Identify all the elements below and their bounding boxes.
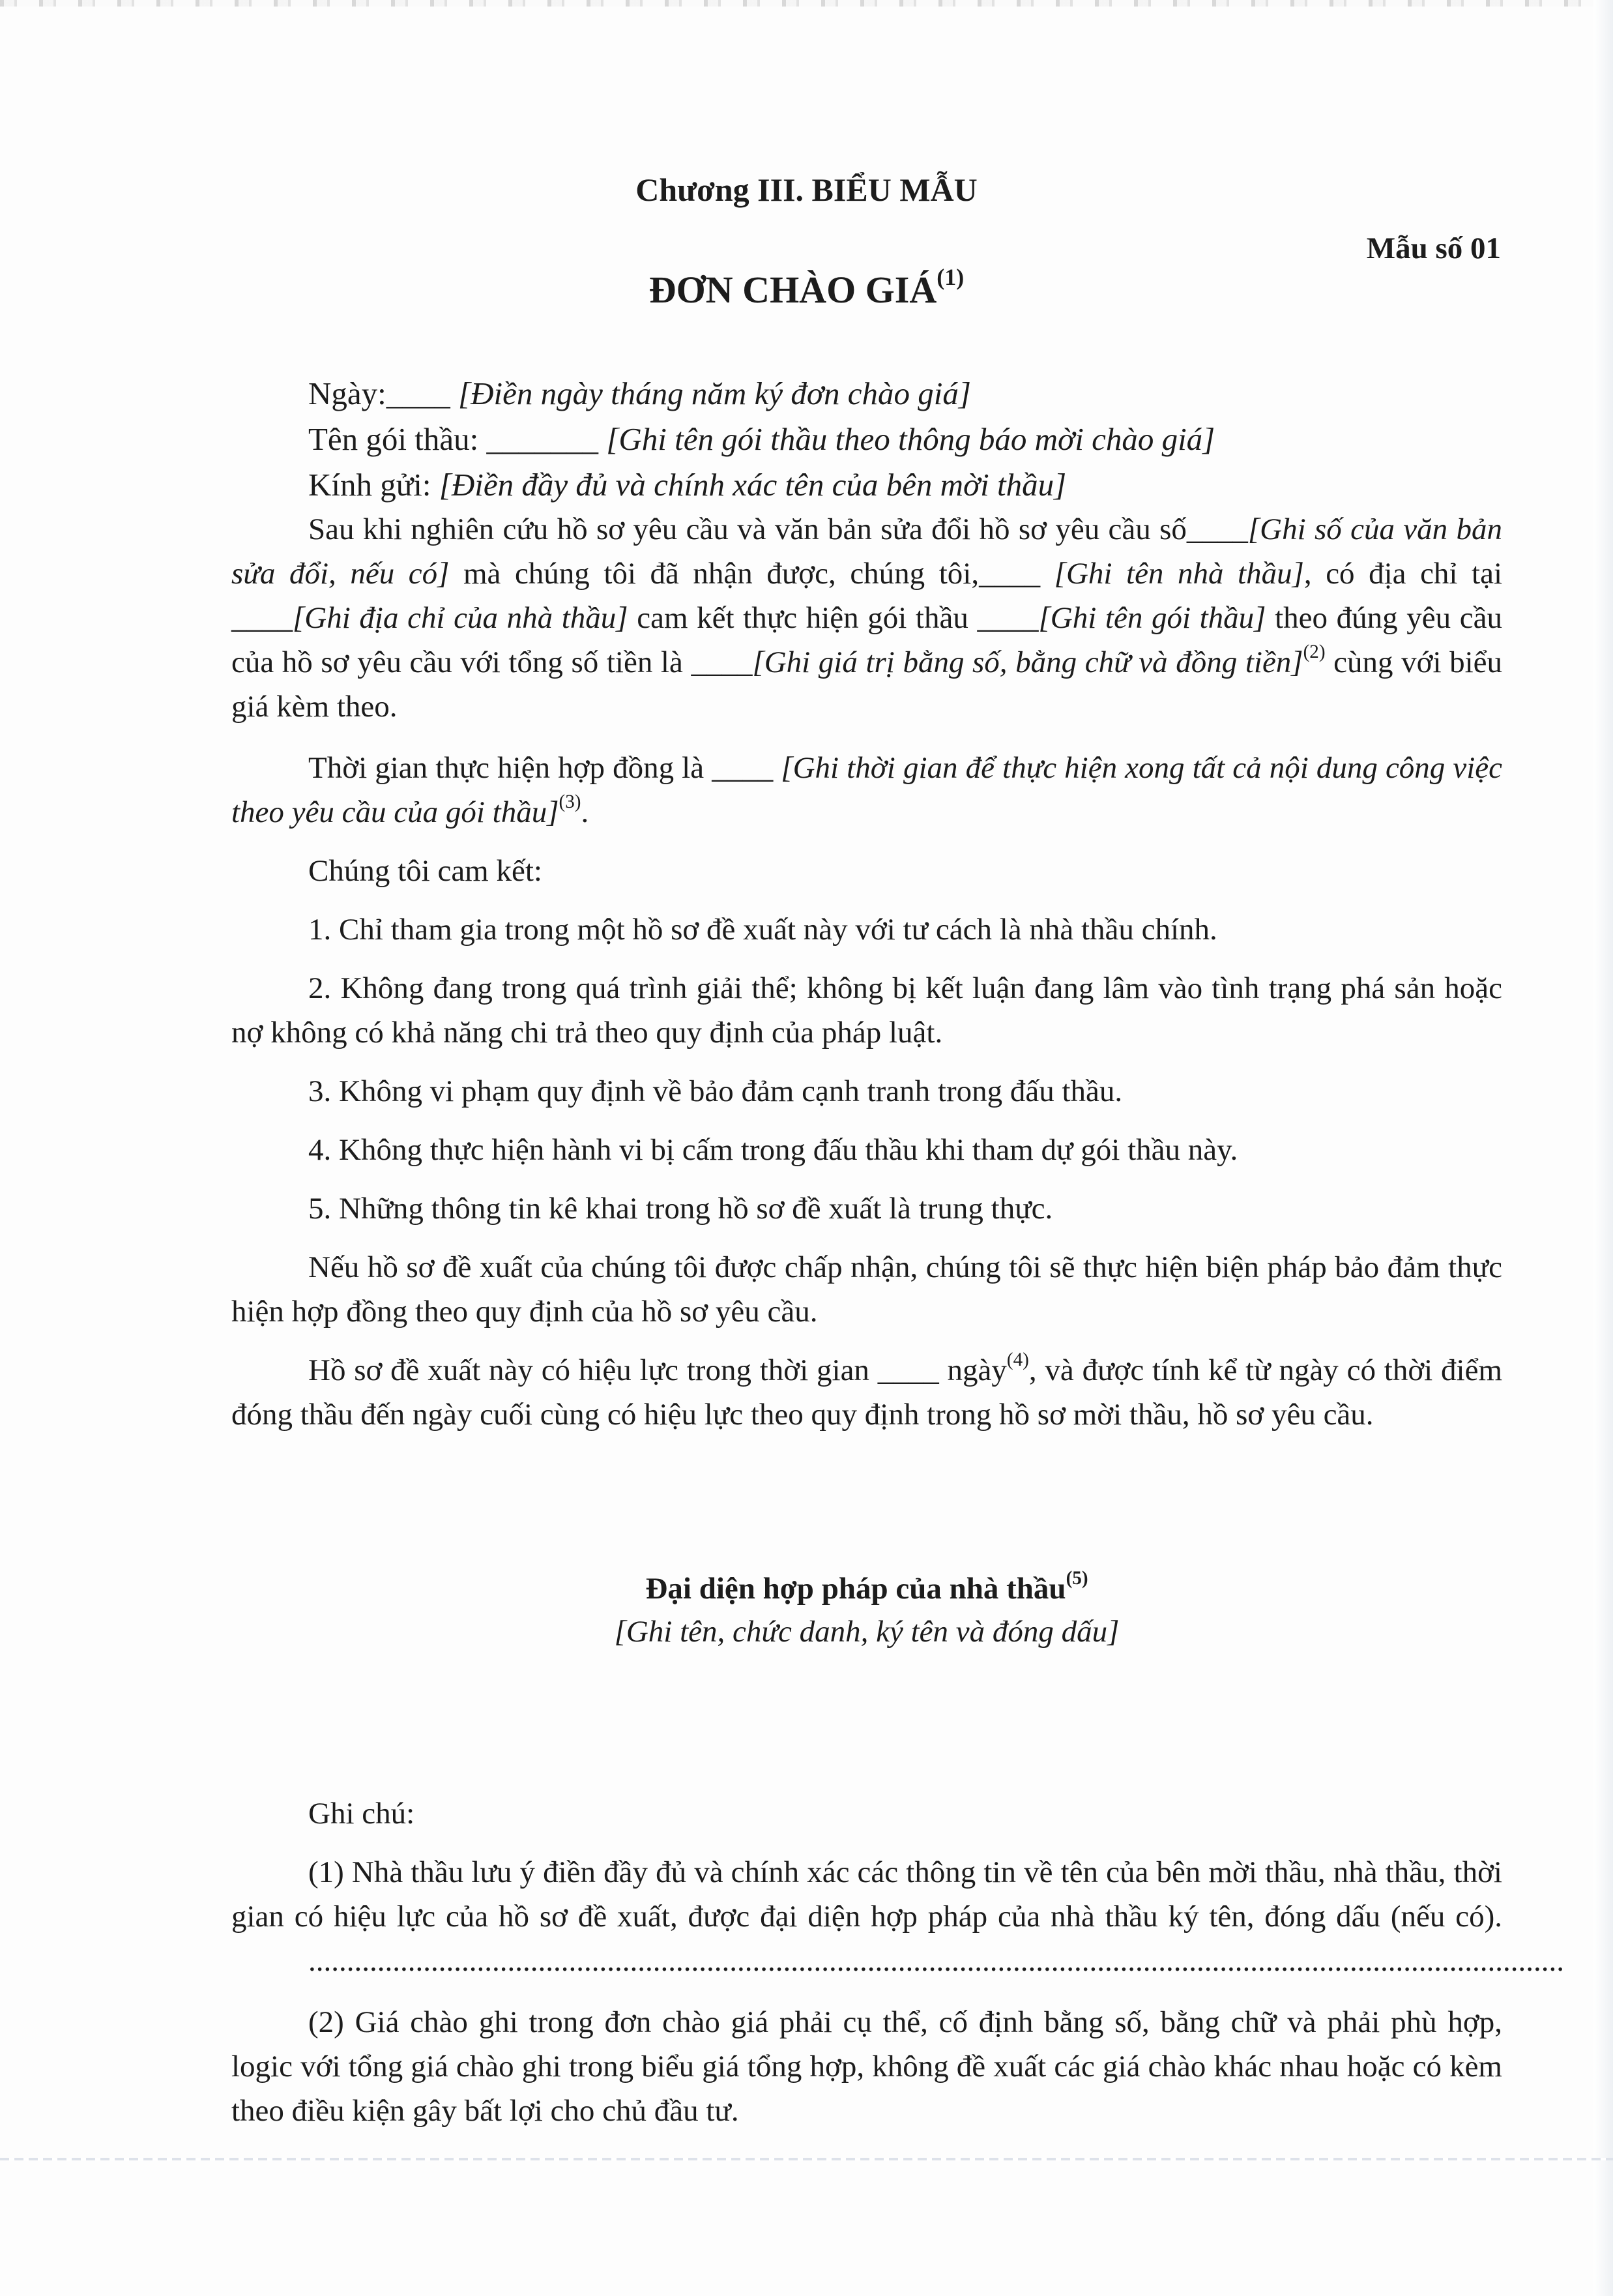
- form-title: ĐƠN CHÀO GIÁ$^{(1)}$: [648, 264, 965, 311]
- commitment-item-4: 4. Không thực hiện hành vi bị cấm trong đấu thầu khi tham dự gói thầu này.: [308, 1133, 1238, 1167]
- duration-paragraph: Thời gian thực hiện hợp đồng là ____ [Ghi thời gian để thực hiện xong tất cả nội dung công việc theo yêu cầu của gói thầu]$^{(3)}$.: [231, 751, 1503, 829]
- scan-edge-top: [0, 0, 1613, 7]
- commitment-item-1: 1. Chỉ tham gia trong một hồ sơ đề xuất này với tư cách là nhà thầu chính.: [308, 913, 1217, 947]
- validity-paragraph: Hồ sơ đề xuất này có hiệu lực trong thời gian ____ ngày$^{(4)}$, và được tính kể từ ngày có thời điểm đóng thầu đến ngày cuối cùng có hiệu lực theo quy định trong hồ sơ mời thầu, hồ sơ yêu cầu.: [231, 1349, 1502, 1432]
- commitment-item-5: 5. Những thông tin kê khai trong hồ sơ đề xuất là trung thực.: [308, 1192, 1053, 1226]
- form-number: Mẫu số 01: [1366, 231, 1501, 265]
- date-line: Ngày:____ [Điền ngày tháng năm ký đơn chào giá]: [308, 375, 971, 411]
- commitment-item-3: 3. Không vi phạm quy định về bảo đảm cạnh tranh trong đấu thầu.: [308, 1074, 1123, 1108]
- commitment-paragraph: Sau khi nghiên cứu hồ sơ yêu cầu và văn bản sửa đổi hồ sơ yêu cầu số____[Ghi số của văn bản sửa đổi, nếu có] mà chúng tôi đã nhận được, chúng tôi,____ [Ghi tên nhà thầu], có địa chỉ tại ____[Ghi địa chỉ của nhà thầu] cam kết thực hiện gói thầu ____[Ghi tên gói thầu] theo đúng yêu cầu của hồ sơ yêu cầu với tổng số tiền là ____[Ghi giá trị bằng số, bằng chữ và đồng tiền]$^{(2)}$ cùng với biểu giá kèm theo.: [231, 512, 1503, 724]
- signature-instruction: [Ghi tên, chức danh, ký tên và đóng dấu]: [614, 1615, 1120, 1649]
- chapter-title: Chương III. BIỂU MẪU: [635, 171, 978, 208]
- addressee-line: Kính gửi: [Điền đầy đủ và chính xác tên của bên mời thầu]: [308, 467, 1067, 503]
- notes-section: [231, 1791, 1564, 2133]
- package-name-line: Tên gói thầu: _______ [Ghi tên gói thầu theo thông báo mời chào giá]: [308, 421, 1215, 457]
- scan-bleed-line: [0, 2158, 1613, 2160]
- note-1: (1) Nhà thầu lưu ý điền đầy đủ và chính xác các thông tin về tên của bên mời thầu, nhà thầu, thời gian có hiệu lực của hồ sơ đề xuất, được đại diện hợp pháp của nhà thầu ký tên, đóng dấu (nếu có).....................................................................................................................................................................: [231, 1855, 1564, 1978]
- guarantee-paragraph: Nếu hồ sơ đề xuất của chúng tôi được chấp nhận, chúng tôi sẽ thực hiện biện pháp bảo đảm thực hiện hợp đồng theo quy định của hồ sơ yêu cầu.: [231, 1250, 1502, 1329]
- note-2: (2) Giá chào ghi trong đơn chào giá phải cụ thể, cố định bằng số, bằng chữ và phải phù hợp, logic với tổng giá chào ghi trong biểu giá tổng hợp, không đề xuất các giá chào khác nhau hoặc có kèm theo điều kiện gây bất lợi cho chủ đầu tư.: [231, 2005, 1502, 2128]
- commitments-heading: Chúng tôi cam kết:: [308, 854, 542, 888]
- signature-title: Đại diện hợp pháp của nhà thầu$^{(5)}$: [645, 1568, 1088, 1606]
- signature-block: [231, 1567, 1502, 1653]
- notes-heading: Ghi chú:: [308, 1797, 415, 1831]
- commitment-item-2: 2. Không đang trong quá trình giải thể; không bị kết luận đang lâm vào tình trạng phá sản hoặc nợ không có khả năng chi trả theo quy định của pháp luật.: [231, 971, 1502, 1050]
- form-body: [231, 372, 1502, 1437]
- scan-edge-right: [1593, 0, 1613, 2296]
- footnote-mark: (1): [937, 264, 965, 291]
